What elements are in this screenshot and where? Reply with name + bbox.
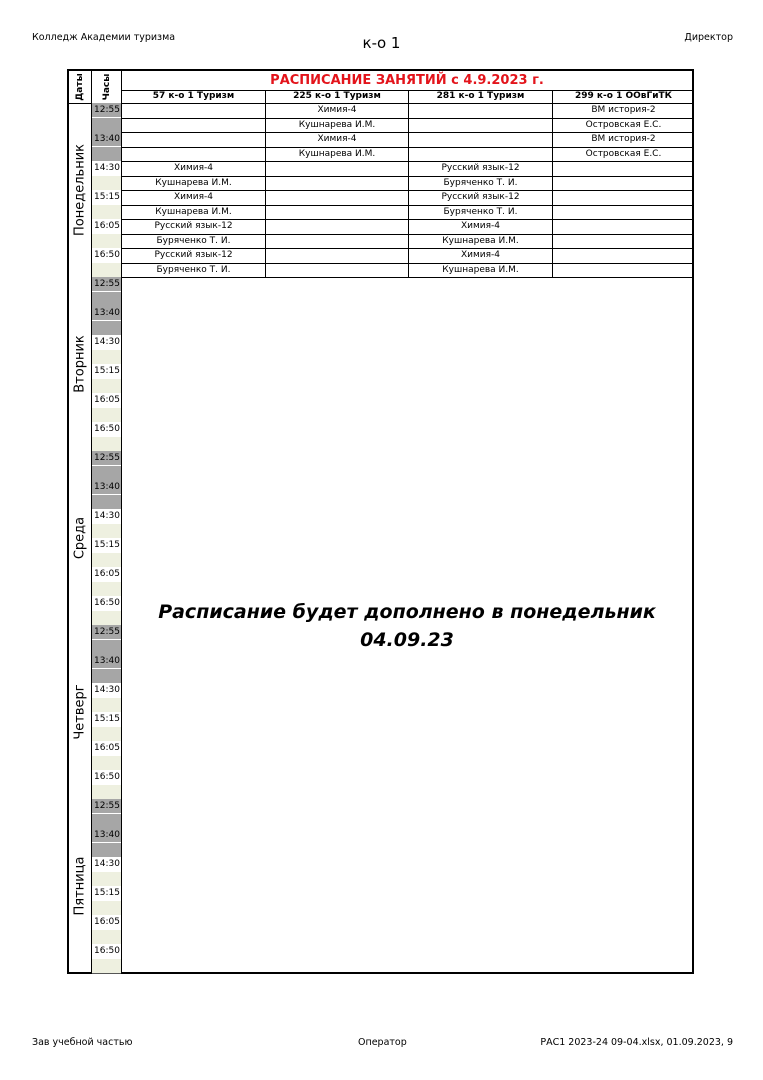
time-slot bbox=[92, 364, 121, 393]
lesson-cell bbox=[553, 234, 694, 248]
divider bbox=[121, 90, 692, 91]
time-slot bbox=[92, 944, 121, 973]
schedule-title: РАСПИСАНИЕ ЗАНЯТИЙ с 4.9.2023 г. bbox=[270, 73, 544, 88]
footer-operator: Оператор bbox=[358, 1037, 407, 1048]
schedule-notice bbox=[122, 598, 692, 654]
time-slot bbox=[92, 190, 121, 219]
time-slot bbox=[92, 161, 121, 190]
time-slot bbox=[92, 886, 121, 915]
lesson-cell: Буряченко Т. И. bbox=[156, 264, 231, 275]
footer-head-of-studies: Зав учебной частью bbox=[32, 1037, 133, 1048]
time-label: 12:55 bbox=[92, 103, 121, 118]
lesson-cell: ВМ история-2 bbox=[591, 105, 656, 115]
time-slot bbox=[92, 277, 121, 306]
time-slot bbox=[92, 103, 121, 132]
day-label: Среда bbox=[72, 516, 88, 560]
lesson-cell: Химия-4 bbox=[173, 163, 214, 173]
lesson-cell bbox=[409, 147, 552, 161]
time-slot bbox=[92, 857, 121, 886]
col-header-dates: Даты bbox=[75, 73, 85, 101]
time-label: 16:50 bbox=[92, 944, 121, 959]
time-label: 16:05 bbox=[92, 567, 121, 582]
time-slot bbox=[92, 132, 121, 161]
time-label: 16:50 bbox=[92, 596, 121, 611]
lesson-cell bbox=[553, 176, 694, 190]
time-label: 16:05 bbox=[92, 219, 121, 234]
lesson-cell bbox=[122, 132, 265, 146]
time-slot bbox=[92, 683, 121, 712]
time-slot bbox=[92, 799, 121, 828]
lesson-cell bbox=[553, 190, 694, 204]
group-header-57: 57 к-о 1 Туризм bbox=[152, 91, 235, 101]
time-slot bbox=[92, 219, 121, 248]
lesson-cell bbox=[122, 147, 265, 161]
college-name: Колледж Академии туризма bbox=[32, 32, 176, 43]
notice-line-2: 04.09.23 bbox=[360, 629, 454, 651]
time-label: 14:30 bbox=[92, 335, 121, 350]
lesson-cell: Кушнарева И.М. bbox=[155, 206, 232, 217]
lesson-cell: Кушнарева И.М. bbox=[442, 235, 519, 246]
time-label: 15:15 bbox=[92, 538, 121, 553]
lesson-cell bbox=[409, 132, 552, 146]
time-label: 12:55 bbox=[92, 799, 121, 814]
time-label: 13:40 bbox=[92, 132, 121, 147]
time-label: 14:30 bbox=[92, 857, 121, 872]
lesson-cell: Кушнарева И.М. bbox=[298, 148, 376, 159]
time-label: 14:30 bbox=[92, 683, 121, 698]
lesson-cell: Русский язык-12 bbox=[154, 250, 233, 260]
lesson-cell: Химия-4 bbox=[460, 221, 501, 231]
lesson-cell: Химия-4 bbox=[460, 250, 501, 260]
time-label: 13:40 bbox=[92, 828, 121, 843]
time-label: 16:50 bbox=[92, 248, 121, 263]
time-slot bbox=[92, 915, 121, 944]
time-label: 14:30 bbox=[92, 161, 121, 176]
lesson-cell: Островская Е.С. bbox=[585, 148, 662, 159]
day-label: Пятница bbox=[72, 856, 88, 916]
lesson-cell bbox=[266, 219, 408, 233]
lesson-cell bbox=[266, 176, 408, 190]
lesson-cell: Островская Е.С. bbox=[585, 119, 662, 130]
director-label: Директор bbox=[684, 32, 733, 43]
lesson-cell: ВМ история-2 bbox=[591, 134, 656, 144]
time-label: 16:50 bbox=[92, 422, 121, 437]
lesson-cell bbox=[553, 248, 694, 262]
time-slot bbox=[92, 393, 121, 422]
course-code: к-о 1 bbox=[362, 34, 401, 52]
lesson-cell: Русский язык-12 bbox=[154, 221, 233, 231]
day-label: Понедельник bbox=[72, 144, 88, 236]
lesson-cell: Русский язык-12 bbox=[441, 192, 520, 202]
lesson-cell: Химия-4 bbox=[317, 134, 357, 144]
time-slot bbox=[92, 422, 121, 451]
lesson-cell bbox=[266, 205, 408, 219]
time-label: 13:40 bbox=[92, 480, 121, 495]
time-slot bbox=[92, 596, 121, 625]
lesson-cell bbox=[553, 219, 694, 233]
time-slot bbox=[92, 625, 121, 654]
time-slot bbox=[92, 538, 121, 567]
lesson-cell: Кушнарева И.М. bbox=[442, 264, 519, 275]
col-header-hours: Часы bbox=[101, 73, 112, 101]
lesson-cell bbox=[553, 161, 694, 175]
time-label: 12:55 bbox=[92, 277, 121, 292]
lesson-cell bbox=[553, 205, 694, 219]
time-label: 12:55 bbox=[92, 625, 121, 640]
day-label: Четверг bbox=[72, 684, 88, 740]
group-header-299: 299 к-о 1 ООвГиТК bbox=[574, 91, 672, 101]
lesson-cell: Русский язык-12 bbox=[441, 163, 520, 173]
lesson-cell: Кушнарева И.М. bbox=[298, 119, 376, 130]
lesson-cell bbox=[266, 263, 408, 277]
time-label: 15:15 bbox=[92, 712, 121, 727]
time-label: 16:05 bbox=[92, 393, 121, 408]
time-label: 14:30 bbox=[92, 509, 121, 524]
lesson-cell bbox=[266, 248, 408, 262]
lesson-cell bbox=[266, 190, 408, 204]
time-slot bbox=[92, 741, 121, 770]
lesson-cell bbox=[122, 103, 265, 117]
time-label: 13:40 bbox=[92, 306, 121, 321]
lesson-cell: Буряченко Т. И. bbox=[443, 206, 518, 217]
lesson-cell bbox=[553, 263, 694, 277]
time-label: 15:15 bbox=[92, 190, 121, 205]
lesson-cell bbox=[122, 118, 265, 132]
time-label: 15:15 bbox=[92, 364, 121, 379]
lesson-cell bbox=[409, 118, 552, 132]
time-slot bbox=[92, 567, 121, 596]
schedule-table bbox=[67, 69, 694, 974]
lesson-cell: Химия-4 bbox=[317, 105, 357, 115]
footer-file-info: РАС1 2023-24 09-04.xlsx, 01.09.2023, 9 bbox=[540, 1037, 733, 1048]
time-slot bbox=[92, 480, 121, 509]
time-slot bbox=[92, 248, 121, 277]
lesson-cell: Буряченко Т. И. bbox=[443, 177, 518, 188]
time-slot bbox=[92, 451, 121, 480]
time-slot bbox=[92, 654, 121, 683]
time-slot bbox=[92, 770, 121, 799]
group-header-281: 281 к-о 1 Туризм bbox=[436, 91, 525, 101]
time-slot bbox=[92, 509, 121, 538]
time-label: 13:40 bbox=[92, 654, 121, 669]
time-label: 16:05 bbox=[92, 915, 121, 930]
time-slot bbox=[92, 828, 121, 857]
notice-line-1: Расписание будет дополнено в понедельник bbox=[158, 601, 656, 623]
time-slot bbox=[92, 306, 121, 335]
group-header-225: 225 к-о 1 Туризм bbox=[293, 91, 381, 101]
lesson-cell: Буряченко Т. И. bbox=[156, 235, 231, 246]
lesson-cell: Химия-4 bbox=[173, 192, 214, 202]
time-label: 12:55 bbox=[92, 451, 121, 466]
time-slot bbox=[92, 335, 121, 364]
lesson-cell: Кушнарева И.М. bbox=[155, 177, 232, 188]
day-label: Вторник bbox=[72, 335, 88, 393]
lesson-cell bbox=[266, 161, 408, 175]
time-label: 16:50 bbox=[92, 770, 121, 785]
time-slot bbox=[92, 712, 121, 741]
lesson-cell bbox=[266, 234, 408, 248]
time-label: 15:15 bbox=[92, 886, 121, 901]
time-label: 16:05 bbox=[92, 741, 121, 756]
lesson-cell bbox=[409, 103, 552, 117]
